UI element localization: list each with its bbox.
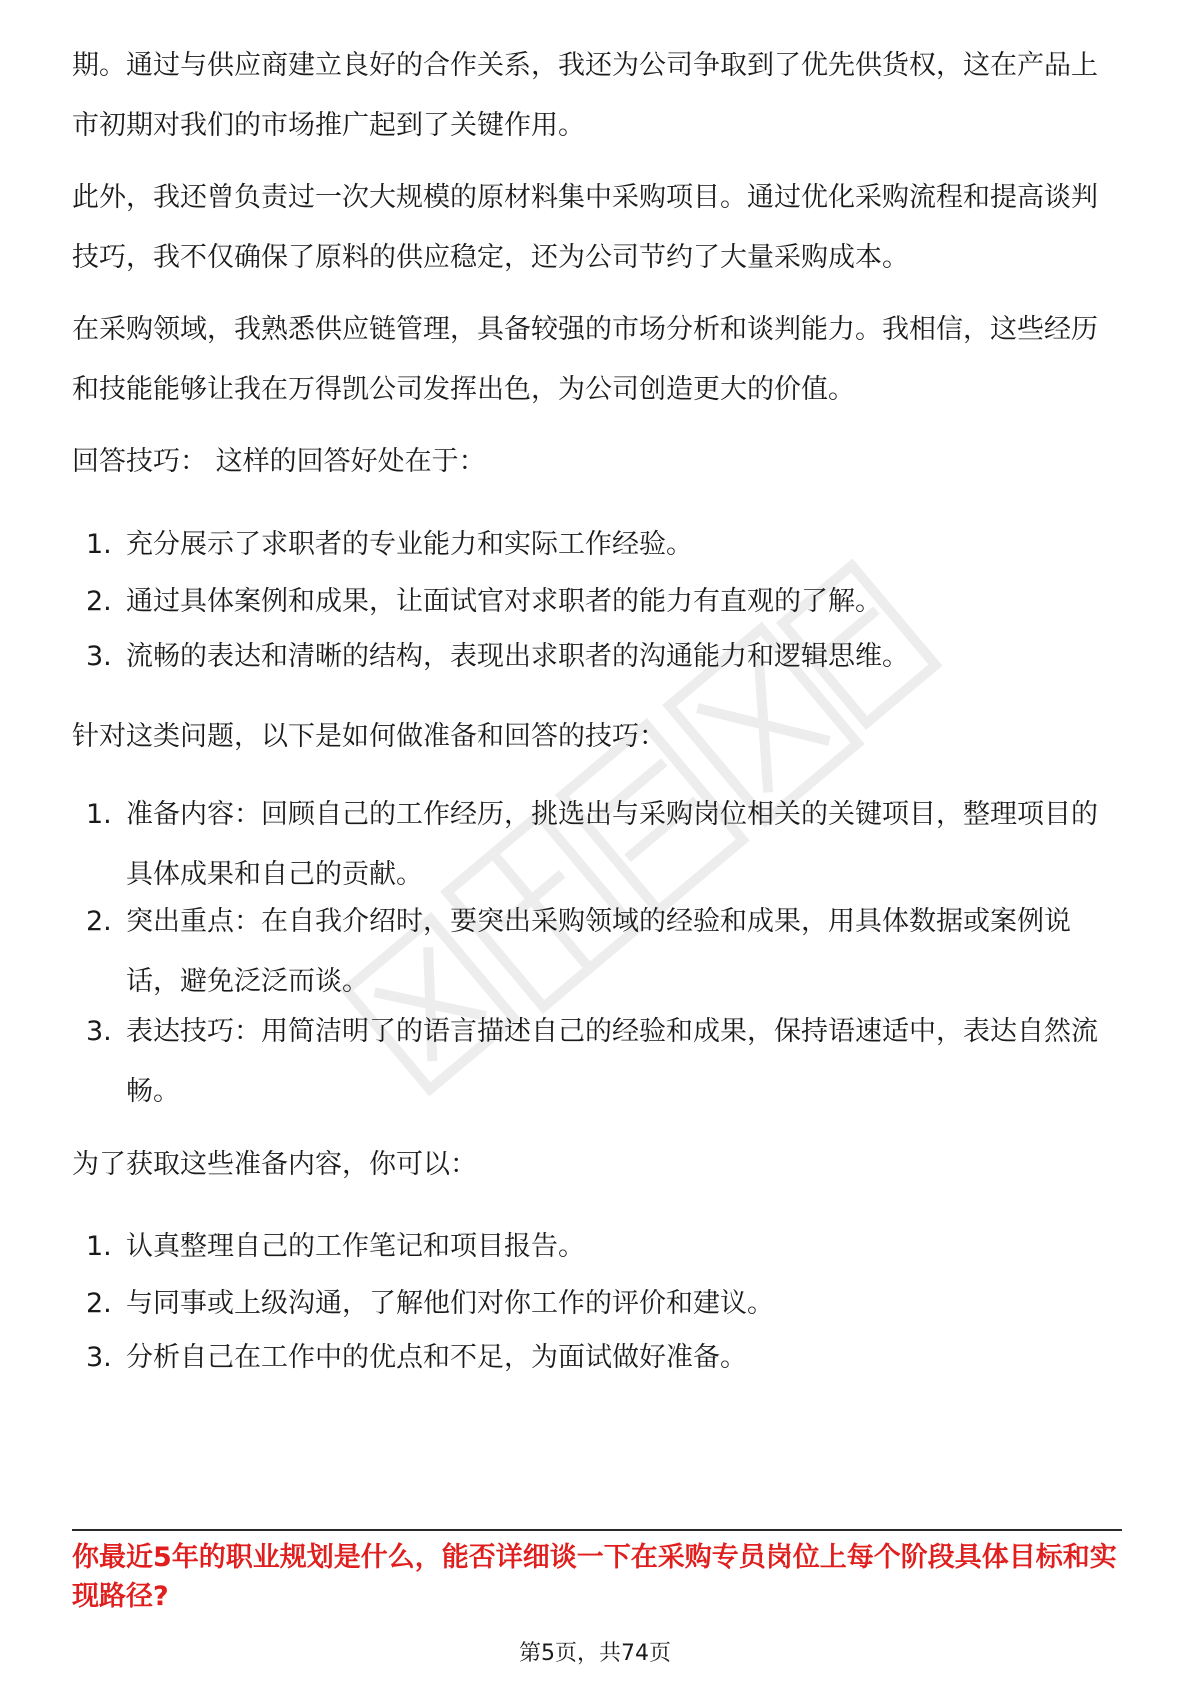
- list-number: 1.: [86, 799, 112, 830]
- list-number: 2.: [86, 586, 112, 617]
- list-text: 通过具体案例和成果，让面试官对求职者的能力有直观的了解。: [126, 586, 882, 617]
- paragraph: 期。通过与供应商建立良好的合作关系，我还为公司争取到了优先供货权，这在产品上市初期对我们的市场推广起到了关键作用。: [72, 50, 1098, 141]
- list-text: 认真整理自己的工作笔记和项目报告。: [126, 1231, 585, 1262]
- list-text: 准备内容：回顾自己的工作经历，挑选出与采购岗位相关的关键项目，整理项目的具体成果和自己的贡献。: [126, 799, 1098, 890]
- paragraph: 在采购领域，我熟悉供应链管理，具备较强的市场分析和谈判能力。我相信，这些经历和技能能够让我在万得凯公司发挥出色，为公司创造更大的价值。: [72, 314, 1098, 405]
- obtain-heading: 为了获取这些准备内容，你可以：: [72, 1149, 477, 1180]
- prep-heading: 针对这类问题，以下是如何做准备和回答的技巧：: [72, 721, 666, 752]
- next-question-title: 你最近5年的职业规划是什么，能否详细谈一下在采购专员岗位上每个阶段具体目标和实现路径?: [72, 1542, 1117, 1612]
- tips-heading: 回答技巧： 这样的回答好处在于：: [72, 446, 486, 477]
- list-number: 3.: [86, 1342, 112, 1373]
- list-text: 流畅的表达和清晰的结构，表现出求职者的沟通能力和逻辑思维。: [126, 641, 909, 672]
- section-divider: [72, 1529, 1122, 1531]
- paragraph: 此外，我还曾负责过一次大规模的原材料集中采购项目。通过优化采购流程和提高谈判技巧，我不仅确保了原料的供应稳定，还为公司节约了大量采购成本。: [72, 182, 1098, 273]
- list-number: 1.: [86, 1231, 112, 1262]
- list-number: 2.: [86, 906, 112, 937]
- list-number: 3.: [86, 1016, 112, 1047]
- list-text: 与同事或上级沟通，了解他们对你工作的评价和建议。: [126, 1288, 774, 1319]
- list-text: 充分展示了求职者的专业能力和实际工作经验。: [126, 529, 693, 560]
- list-number: 3.: [86, 641, 112, 672]
- list-text: 分析自己在工作中的优点和不足，为面试做好准备。: [126, 1342, 747, 1373]
- list-number: 2.: [86, 1288, 112, 1319]
- page-number: 第5页，共74页: [519, 1641, 671, 1666]
- list-text: 表达技巧：用简洁明了的语言描述自己的经验和成果，保持语速适中，表达自然流畅。: [126, 1016, 1098, 1107]
- list-number: 1.: [86, 529, 112, 560]
- list-text: 突出重点：在自我介绍时，要突出采购领域的经验和成果，用具体数据或案例说话，避免泛泛而谈。: [126, 906, 1071, 997]
